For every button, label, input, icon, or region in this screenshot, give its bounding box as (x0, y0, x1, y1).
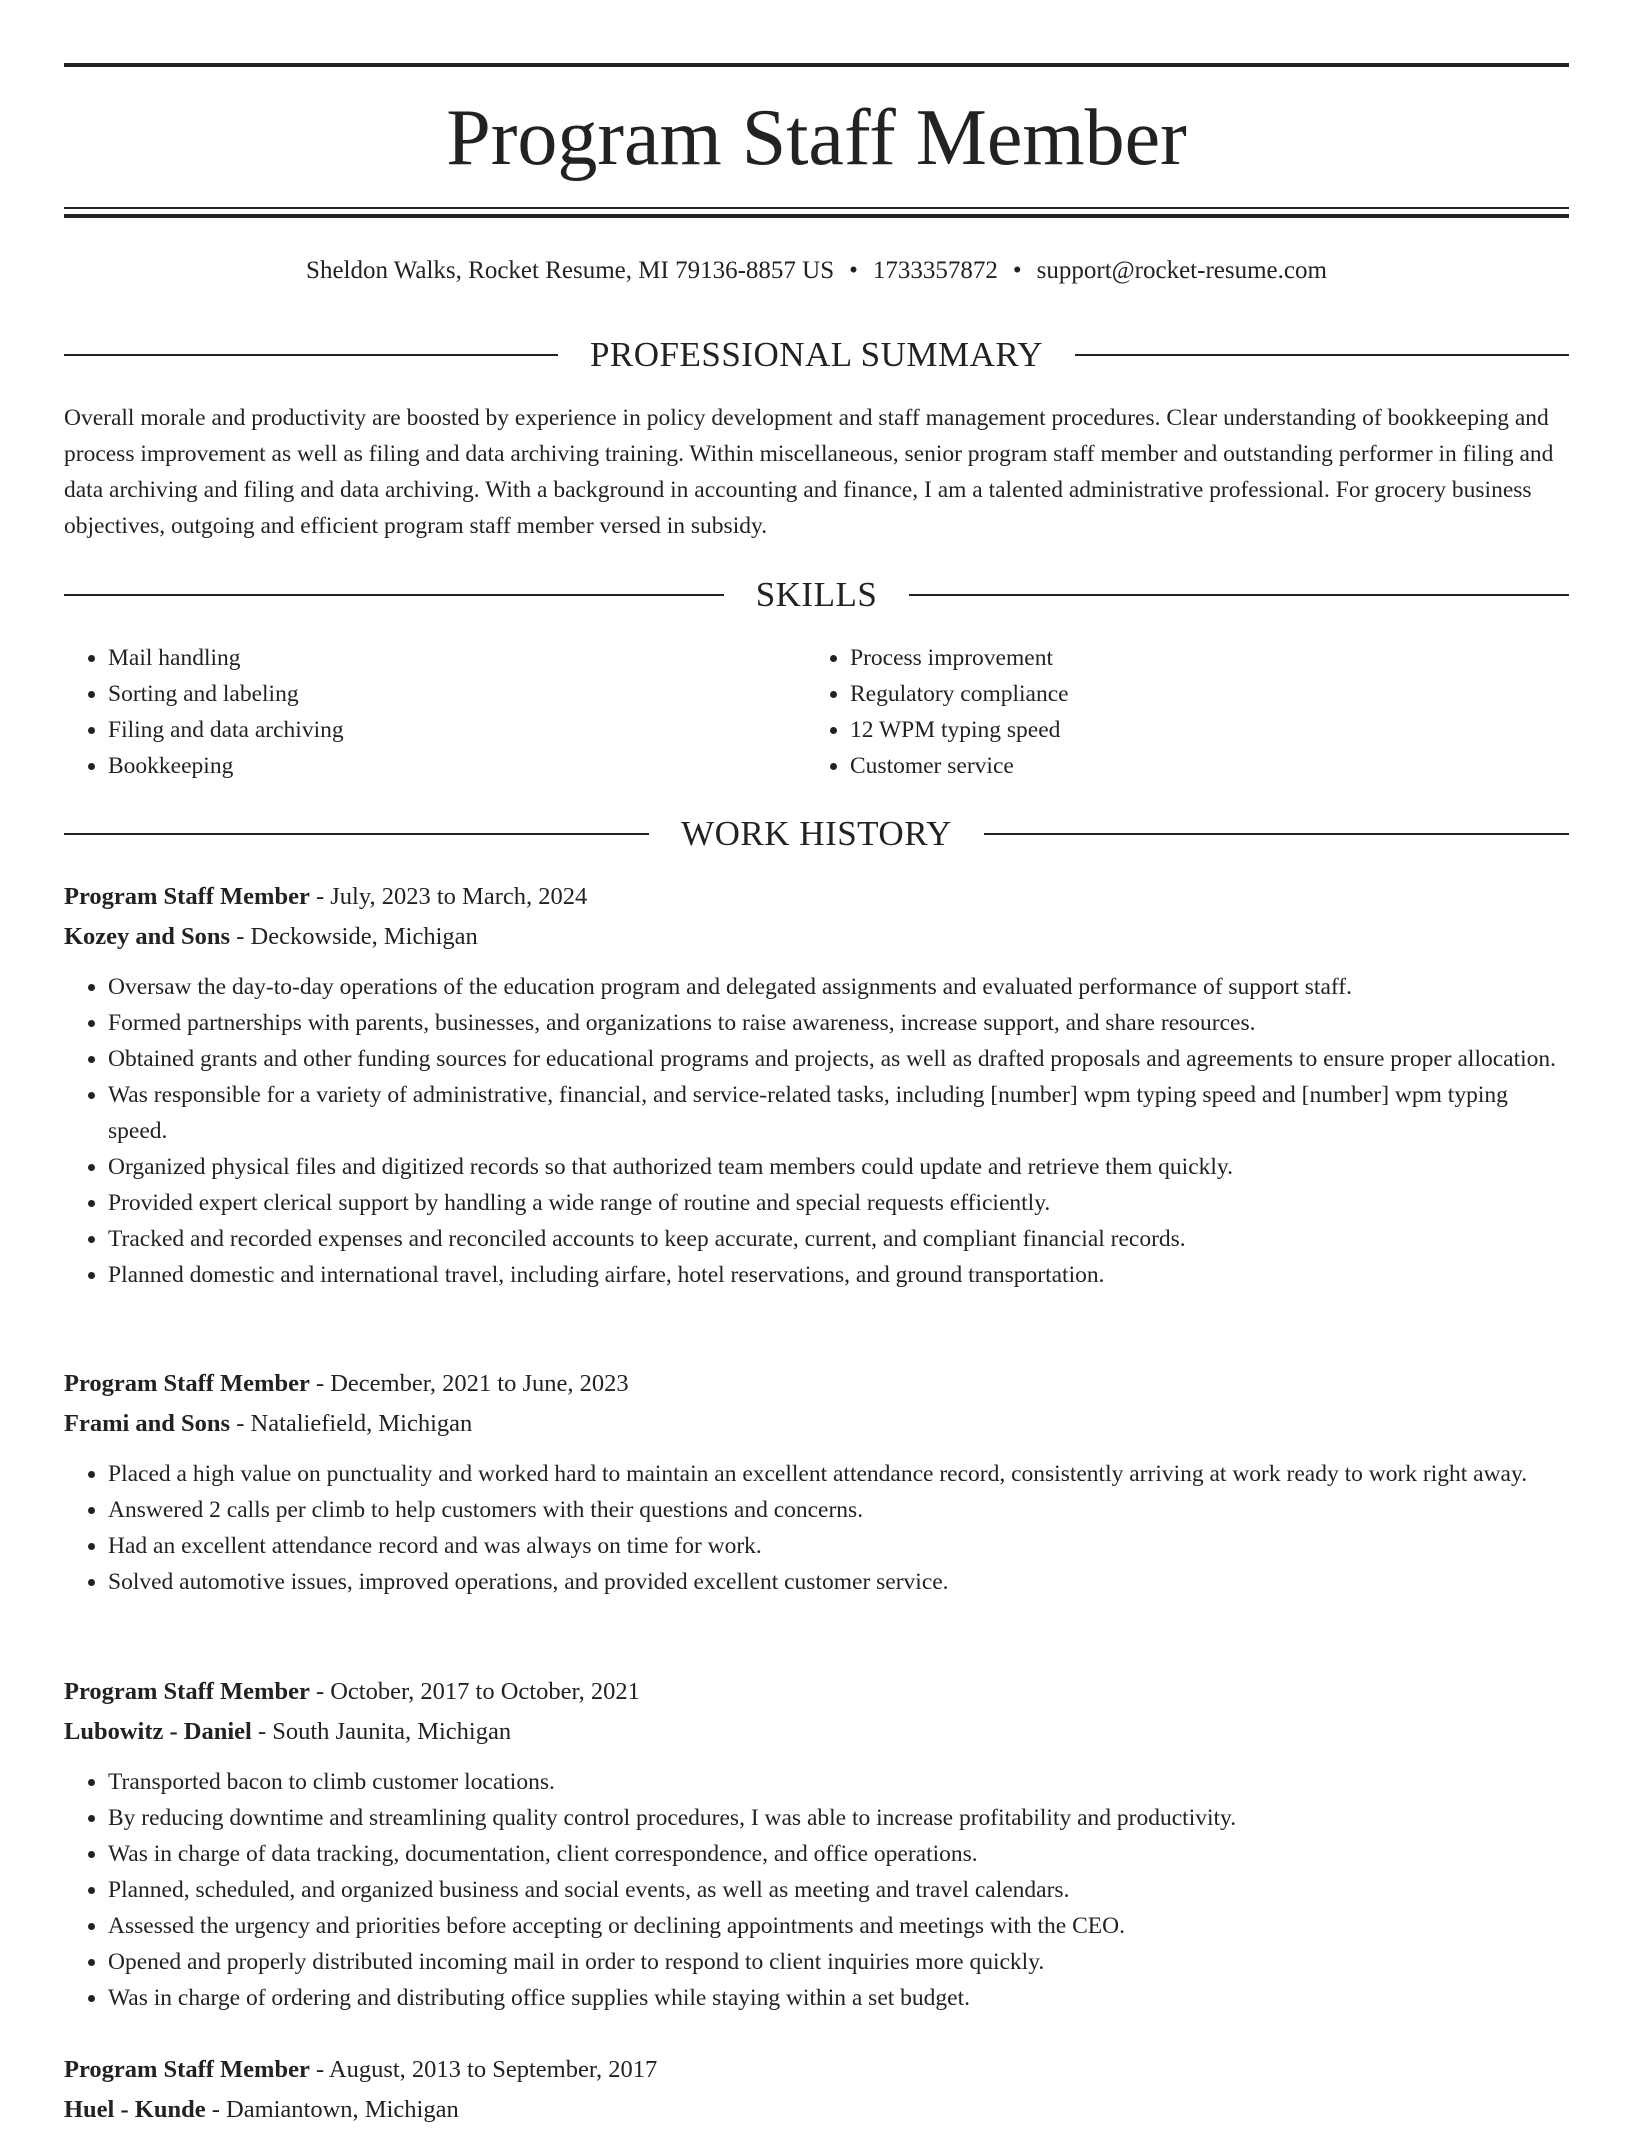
job-duty: • Assessed the urgency and priorities before accepting or declining appointments and meetings with the CEO. (108, 1908, 1569, 1944)
skills-list-left (64, 640, 804, 784)
top-rule (64, 63, 1569, 67)
job-entry (64, 2050, 1569, 2130)
skill-item: • Sorting and labeling (108, 676, 804, 712)
job-location: - Deckowside, Michigan (230, 923, 478, 950)
job-title: Program Staff Member (64, 2056, 310, 2083)
job-role-line (64, 2050, 1569, 2090)
skill-item: • Filing and data archiving (108, 712, 804, 748)
job-duty: • Organized physical files and digitized records so that authorized team members could update and retrieve them quickly. (108, 1149, 1569, 1185)
contact-separator: • (849, 257, 858, 284)
heading-rule (64, 833, 649, 835)
job-duty: • Oversaw the day-to-day operations of the education program and delegated assignments and evaluated performance of support staff. (108, 969, 1569, 1005)
job-dates: - August, 2013 to September, 2017 (309, 2056, 658, 2083)
job-entry (64, 877, 1569, 1293)
job-duty: • By reducing downtime and streamlining quality control procedures, I was able to increase profitability and productivity. (108, 1800, 1569, 1836)
job-duty: • Was in charge of data tracking, documentation, client correspondence, and office operations. (108, 1836, 1569, 1872)
job-duty: • Opened and properly distributed incoming mail in order to respond to client inquiries more quickly. (108, 1944, 1569, 1980)
job-role-line (64, 877, 1569, 917)
job-duty: • Provided expert clerical support by handling a wide range of routine and special requests efficiently. (108, 1185, 1569, 1221)
job-location: - Nataliefield, Michigan (230, 1410, 473, 1437)
summary-section-heading (64, 333, 1569, 377)
skill-item: • Regulatory compliance (850, 676, 1546, 712)
skill-item: • Bookkeeping (108, 748, 804, 784)
job-role-line (64, 1672, 1569, 1712)
summary-text: Overall morale and productivity are boosted by experience in policy development and staff management procedures. Clear understanding of bookkeeping and process improvement as well as filing and data archiving training. Within miscellaneous, senior program staff member and outstanding performer in filing and data archiving and filing and data archiving. With a background in accounting and finance, I am a talented administrative professional. For grocery business objectives, outgoing and efficient program staff member versed in subsidy. (64, 405, 1554, 539)
job-role-line (64, 1364, 1569, 1404)
job-company: Huel - Kunde (64, 2096, 206, 2123)
job-duties-list (64, 1456, 1569, 1600)
job-location: - Damiantown, Michigan (205, 2096, 459, 2123)
job-duty: • Was responsible for a variety of administrative, financial, and service-related tasks, including [number] wpm typing speed and [number] wpm typing speed. (108, 1077, 1569, 1149)
job-duty: • Obtained grants and other funding sources for educational programs and projects, as well as drafted proposals and agreements to ensure proper allocation. (108, 1041, 1569, 1077)
skills-column-right (806, 640, 1546, 784)
job-company-line (64, 2090, 1569, 2130)
heading-rule (1075, 354, 1569, 356)
heading-rule (64, 354, 558, 356)
contact-separator: • (1012, 257, 1022, 284)
title-double-rule (64, 207, 1569, 218)
job-duty: • Was in charge of ordering and distributing office supplies while staying within a set budget. (108, 1980, 1569, 2016)
skill-item: • Process improvement (850, 640, 1546, 676)
skills-heading-label: SKILLS (755, 575, 878, 614)
job-duty: • Planned, scheduled, and organized business and social events, as well as meeting and travel calendars. (108, 1872, 1569, 1908)
job-duty: • Transported bacon to climb customer locations. (108, 1764, 1569, 1800)
job-company: Frami and Sons (64, 1410, 231, 1437)
job-duties-list (64, 1764, 1569, 2016)
job-duty: • Formed partnerships with parents, businesses, and organizations to raise awareness, increase support, and share resources. (108, 1005, 1569, 1041)
skills-column-left (64, 640, 804, 784)
skills-list-right (806, 640, 1546, 784)
job-duty: • Tracked and recorded expenses and reconciled accounts to keep accurate, current, and compliant financial records. (108, 1221, 1569, 1257)
job-entry (64, 1364, 1569, 1600)
job-company-line (64, 1404, 1569, 1444)
job-company-line (64, 1712, 1569, 1752)
job-duty: • Placed a high value on punctuality and worked hard to maintain an excellent attendance record, consistently arriving at work ready to work right away. (108, 1456, 1569, 1492)
work-section-heading (64, 812, 1569, 856)
job-title: Program Staff Member (64, 883, 310, 910)
job-duties-list (64, 969, 1569, 1293)
contact-line (64, 254, 1569, 288)
summary-heading-label: PROFESSIONAL SUMMARY (589, 335, 1044, 374)
job-dates: - July, 2023 to March, 2024 (309, 883, 588, 910)
job-company: Lubowitz - Daniel (64, 1718, 252, 1745)
heading-rule (984, 833, 1569, 835)
job-company-line (64, 917, 1569, 957)
job-duty: • Had an excellent attendance record and was always on time for work. (108, 1528, 1569, 1564)
skill-item: • 12 WPM typing speed (850, 712, 1546, 748)
heading-rule (909, 594, 1569, 596)
skills-section-heading (64, 573, 1569, 617)
contact-address: Sheldon Walks, Rocket Resume, MI 79136-8857 US (306, 257, 835, 284)
job-company: Kozey and Sons (64, 923, 231, 950)
skill-item: • Customer service (850, 748, 1546, 784)
resume-title: Program Staff Member (446, 94, 1187, 182)
job-dates: - December, 2021 to June, 2023 (309, 1370, 629, 1397)
job-duty: • Solved automotive issues, improved operations, and provided excellent customer service. (108, 1564, 1569, 1600)
skill-item: • Mail handling (108, 640, 804, 676)
heading-rule (64, 594, 724, 596)
job-title: Program Staff Member (64, 1678, 310, 1705)
job-duty: • Answered 2 calls per climb to help customers with their questions and concerns. (108, 1492, 1569, 1528)
job-location: - South Jaunita, Michigan (251, 1718, 512, 1745)
job-duty: • Planned domestic and international travel, including airfare, hotel reservations, and ground transportation. (108, 1257, 1569, 1293)
job-dates: - October, 2017 to October, 2021 (309, 1678, 640, 1705)
contact-phone: 1733357872 (872, 257, 998, 284)
job-title: Program Staff Member (64, 1370, 310, 1397)
job-entry (64, 1672, 1569, 2016)
work-heading-label: WORK HISTORY (681, 814, 952, 853)
contact-email: support@rocket-resume.com (1036, 257, 1327, 284)
